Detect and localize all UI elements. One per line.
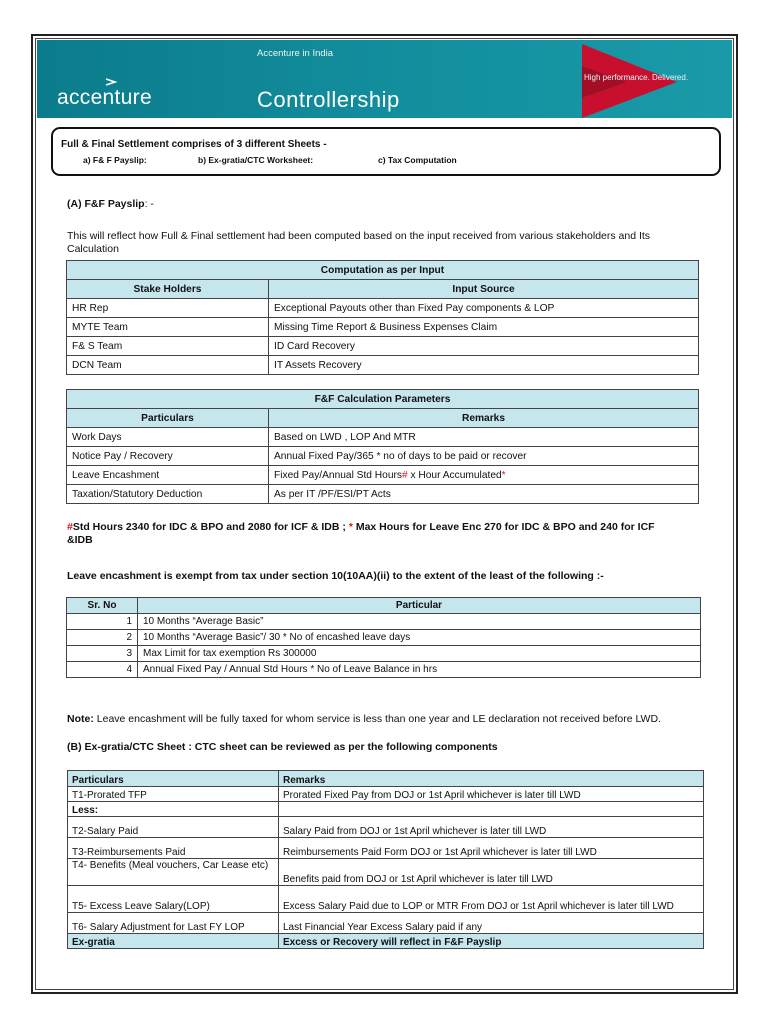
summary-heading: Full & Final Settlement comprises of 3 different Sheets - [61,139,327,150]
column-header: Input Source [269,280,699,299]
header-subtitle: Accenture in India [257,48,334,59]
parameters-table-title: F&F Calculation Parameters [67,390,699,409]
column-header: Sr. No [67,598,138,614]
table-row: Taxation/Statutory Deduction As per IT /PF/ESI/PT Acts [67,485,699,504]
table-row: T3-Reimbursements Paid Reimbursements Paid Form DOJ or 1st April whichever is later till LWD [68,838,704,859]
section-b-heading: (B) Ex-gratia/CTC Sheet : CTC sheet can be reviewed as per the following components [67,741,498,753]
page-title: Controllership [257,87,400,112]
column-header: Particulars [68,771,279,787]
column-header: Remarks [279,771,704,787]
table-row: Work Days Based on LWD , LOP And MTR [67,428,699,447]
header-tagline: High performance. Delivered. [584,73,689,82]
parameters-table [66,389,699,504]
column-header: Particular [138,598,701,614]
computation-table [66,260,699,375]
exemption-table [66,597,701,678]
summary-sheet-c: c) Tax Computation [378,155,457,165]
section-a-heading: (A) F&F Payslip: - [67,198,154,210]
table-row: 4 Annual Fixed Pay / Annual Std Hours * No of Leave Balance in hrs [67,662,701,678]
table-row: MYTE Team Missing Time Report & Business Expenses Claim [67,318,699,337]
column-header: Stake Holders [67,280,269,299]
summary-box [51,127,721,176]
table-row: Ex-gratia Excess or Recovery will reflect in F&F Payslip [68,934,704,949]
column-header: Particulars [67,409,269,428]
table-row: 1 10 Months “Average Basic” [67,614,701,630]
summary-sheet-a: a) F& F Payslip: [83,155,147,165]
table-row: T5- Excess Leave Salary(LOP) Excess Salary Paid due to LOP or MTR From DOJ or 1st April whichever is later till LWD [68,886,704,913]
accenture-chevron-icon [104,78,118,86]
accenture-logo: accenture [57,86,152,109]
table-row: 2 10 Months “Average Basic”/ 30 * No of encashed leave days [67,630,701,646]
table-row: T1-Prorated TFP Prorated Fixed Pay from DOJ or 1st April whichever is later till LWD [68,787,704,802]
table-row: F& S Team ID Card Recovery [67,337,699,356]
computation-table-title: Computation as per Input [67,261,699,280]
table-row: HR Rep Exceptional Payouts other than Fixed Pay components & LOP [67,299,699,318]
table-row: Leave Encashment Fixed Pay/Annual Std Hours# x Hour Accumulated* [67,466,699,485]
ctc-table [67,770,704,949]
table-row: T6- Salary Adjustment for Last FY LOP Last Financial Year Excess Salary paid if any [68,913,704,934]
table-row: Notice Pay / Recovery Annual Fixed Pay/365 * no of days to be paid or recover [67,447,699,466]
exemption-heading: Leave encashment is exempt from tax under section 10(10AA)(ii) to the extent of the least of the following :- [67,570,604,582]
table-row: 3 Max Limit for tax exemption Rs 300000 [67,646,701,662]
header-banner [37,40,732,118]
table-row: T4- Benefits (Meal vouchers, Car Lease etc) Benefits paid from DOJ or 1st April whichever is later till LWD [68,859,704,886]
table-row: DCN Team IT Assets Recovery [67,356,699,375]
column-header: Remarks [269,409,699,428]
table-row: T2-Salary Paid Salary Paid from DOJ or 1st April whichever is later till LWD [68,817,704,838]
summary-sheet-b: b) Ex-gratia/CTC Worksheet: [198,155,314,165]
leave-encashment-note: Note: Leave encashment will be fully taxed for whom service is less than one year and LE declaration not received before LWD. [67,713,661,725]
table-row: Less: [68,802,704,817]
section-a-intro: This will reflect how Full & Final settlement had been computed based on the input received from various stakeholders and Its Calculation [67,230,651,255]
std-hours-note: #Std Hours 2340 for IDC & BPO and 2080 for ICF & IDB ; * Max Hours for Leave Enc 270 for IDC & BPO and 240 for ICF &IDB [67,521,655,546]
